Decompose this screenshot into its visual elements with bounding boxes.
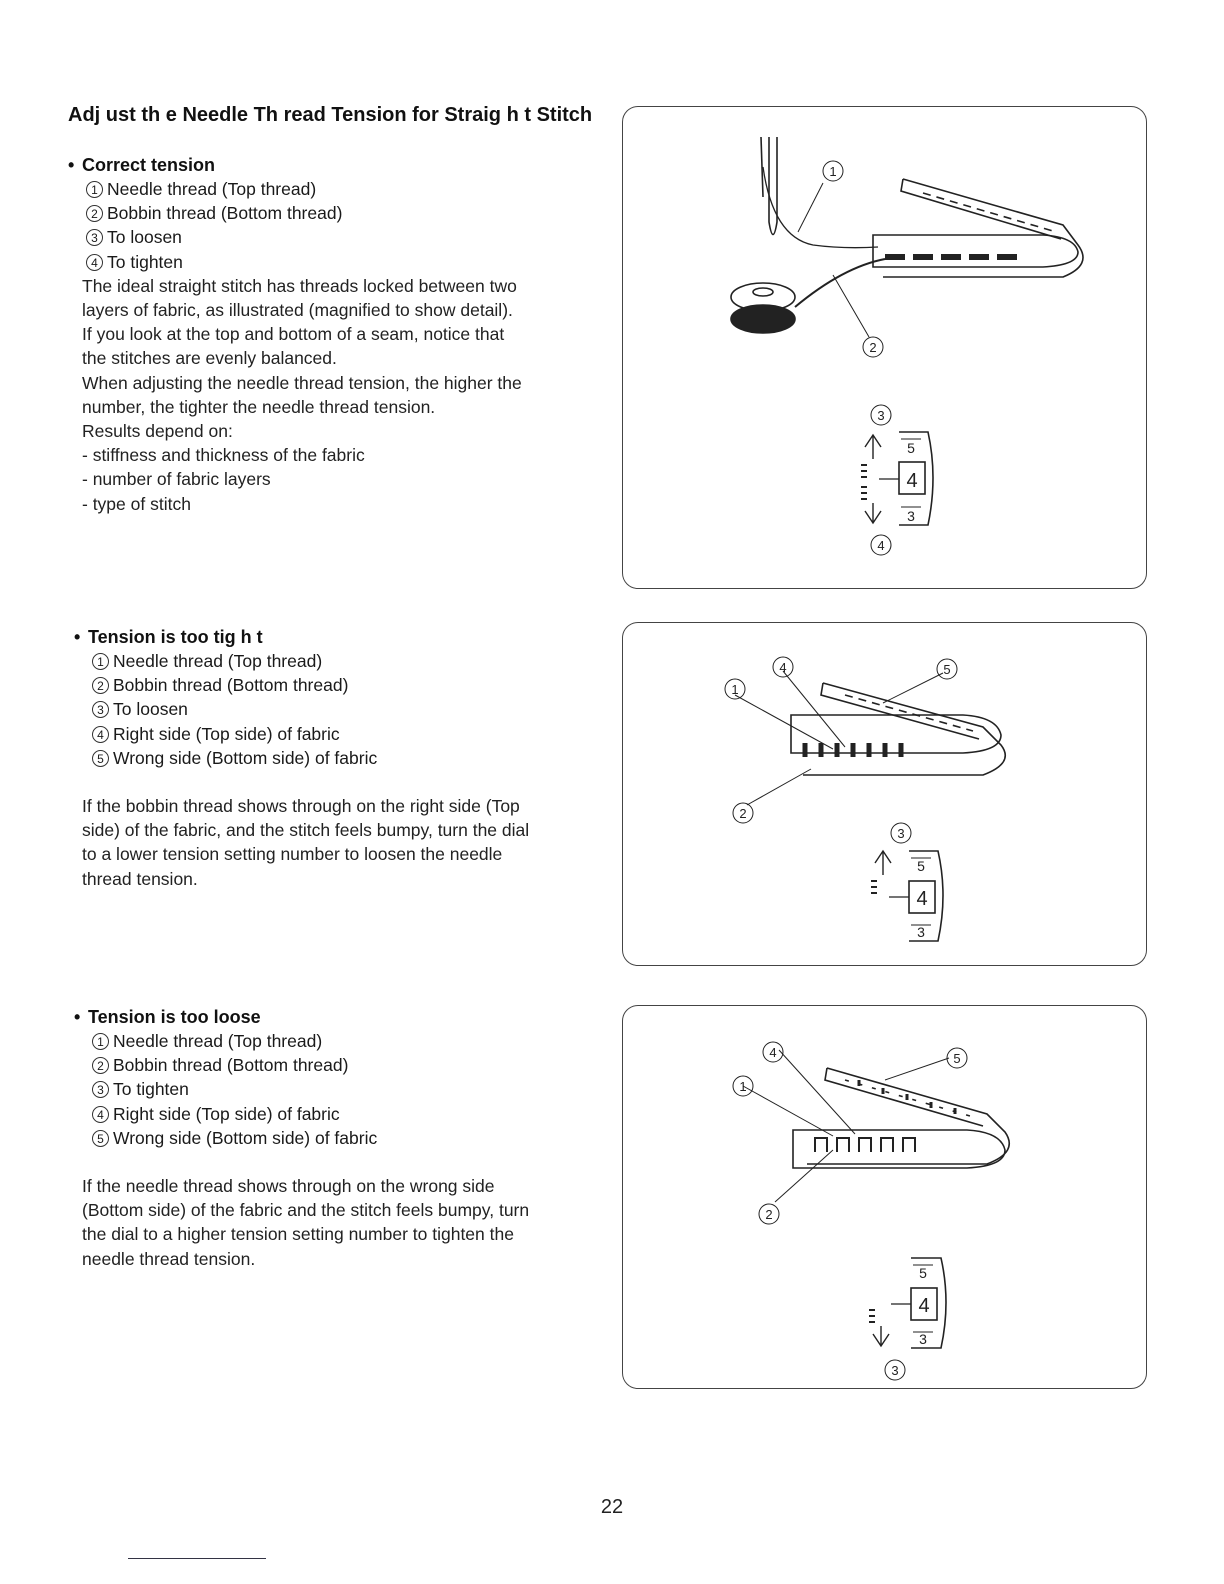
svg-text:5: 5 xyxy=(907,440,915,456)
list-item: 2 Bobbin thread (Bottom thread) xyxy=(92,673,614,697)
list-item: 2 Bobbin thread (Bottom thread) xyxy=(86,201,608,225)
svg-text:3: 3 xyxy=(891,1363,899,1378)
svg-text:1: 1 xyxy=(829,164,837,179)
svg-text:4: 4 xyxy=(906,470,918,492)
list-item: 1 Needle thread (Top thread) xyxy=(92,649,614,673)
list-item: 1 Needle thread (Top thread) xyxy=(92,1029,614,1053)
svg-text:2: 2 xyxy=(765,1207,773,1222)
svg-text:1: 1 xyxy=(739,1079,747,1094)
list-item: 4 Right side (Top side) of fabric xyxy=(92,722,614,746)
item-list xyxy=(74,649,614,770)
body-paragraph: The ideal straight stitch has threads locked between two layers of fabric, as illustrated (magnified to show detail). If you look at the top and bottom of a seam, notice that the stitches are evenly balanced. When adjusting the needle thread tension, the higher the number, the tighter the needle thread tension. Results depend on: - stiffness and thickness of the fabric - number of fabric layers - type of stitch xyxy=(82,275,522,514)
svg-text:5: 5 xyxy=(943,662,951,677)
svg-text:3: 3 xyxy=(877,408,885,423)
list-item: 3 To loosen xyxy=(92,697,614,721)
list-item: 3 To loosen xyxy=(86,225,608,249)
section-heading: • Correct tension xyxy=(68,155,216,175)
list-item: 4 Right side (Top side) of fabric xyxy=(92,1102,614,1126)
svg-text:4: 4 xyxy=(779,660,787,675)
section-heading: • Tension is too loose xyxy=(74,1007,261,1027)
svg-text:5: 5 xyxy=(917,858,925,874)
item-list xyxy=(68,177,608,274)
svg-text:3: 3 xyxy=(897,826,905,841)
page-title: Adj ust th e Needle Th read Tension for Straig h t Stitch xyxy=(68,104,593,126)
svg-text:4: 4 xyxy=(916,888,928,910)
list-item: 5 Wrong side (Bottom side) of fabric xyxy=(92,746,614,770)
svg-text:5: 5 xyxy=(953,1051,961,1066)
svg-text:4: 4 xyxy=(877,538,885,553)
list-item: 3 To tighten xyxy=(92,1077,614,1101)
body-paragraph: If the needle thread shows through on the wrong side (Bottom side) of the fabric and the stitch feels bumpy, turn the dial to a higher tension setting number to tighten the needle thread tension. xyxy=(82,1176,530,1269)
body-paragraph: If the bobbin thread shows through on the right side (Top side) of the fabric, and the stitch feels bumpy, turn the dial to a lower tension setting number to loosen the needle thread tension. xyxy=(82,796,530,889)
svg-text:2: 2 xyxy=(739,806,747,821)
svg-text:3: 3 xyxy=(919,1331,927,1347)
svg-text:1: 1 xyxy=(731,682,739,697)
stitch-illustration xyxy=(623,623,1148,967)
svg-text:3: 3 xyxy=(917,924,925,940)
svg-text:4: 4 xyxy=(918,1295,930,1317)
svg-text:3: 3 xyxy=(907,508,915,524)
footnote-rule xyxy=(128,1558,266,1559)
stitch-illustration xyxy=(623,107,1148,590)
figure-tension-too-tight xyxy=(622,622,1147,966)
list-item: 2 Bobbin thread (Bottom thread) xyxy=(92,1053,614,1077)
svg-text:2: 2 xyxy=(869,340,877,355)
figure-correct-tension xyxy=(622,106,1147,589)
section-tension-too-tight xyxy=(74,625,614,891)
list-item: 5 Wrong side (Bottom side) of fabric xyxy=(92,1126,614,1150)
svg-text:4: 4 xyxy=(769,1045,777,1060)
page-number: 22 xyxy=(600,1496,624,1518)
section-tension-too-loose xyxy=(74,1005,614,1271)
list-item: 1 Needle thread (Top thread) xyxy=(86,177,608,201)
figure-tension-too-loose xyxy=(622,1005,1147,1389)
stitch-illustration xyxy=(623,1006,1148,1390)
section-correct-tension xyxy=(68,153,608,516)
item-list xyxy=(74,1029,614,1150)
needle-icon xyxy=(769,137,777,235)
list-item: 4 To tighten xyxy=(86,250,608,274)
section-heading: • Tension is too tig h t xyxy=(74,627,263,647)
svg-text:5: 5 xyxy=(919,1265,927,1281)
